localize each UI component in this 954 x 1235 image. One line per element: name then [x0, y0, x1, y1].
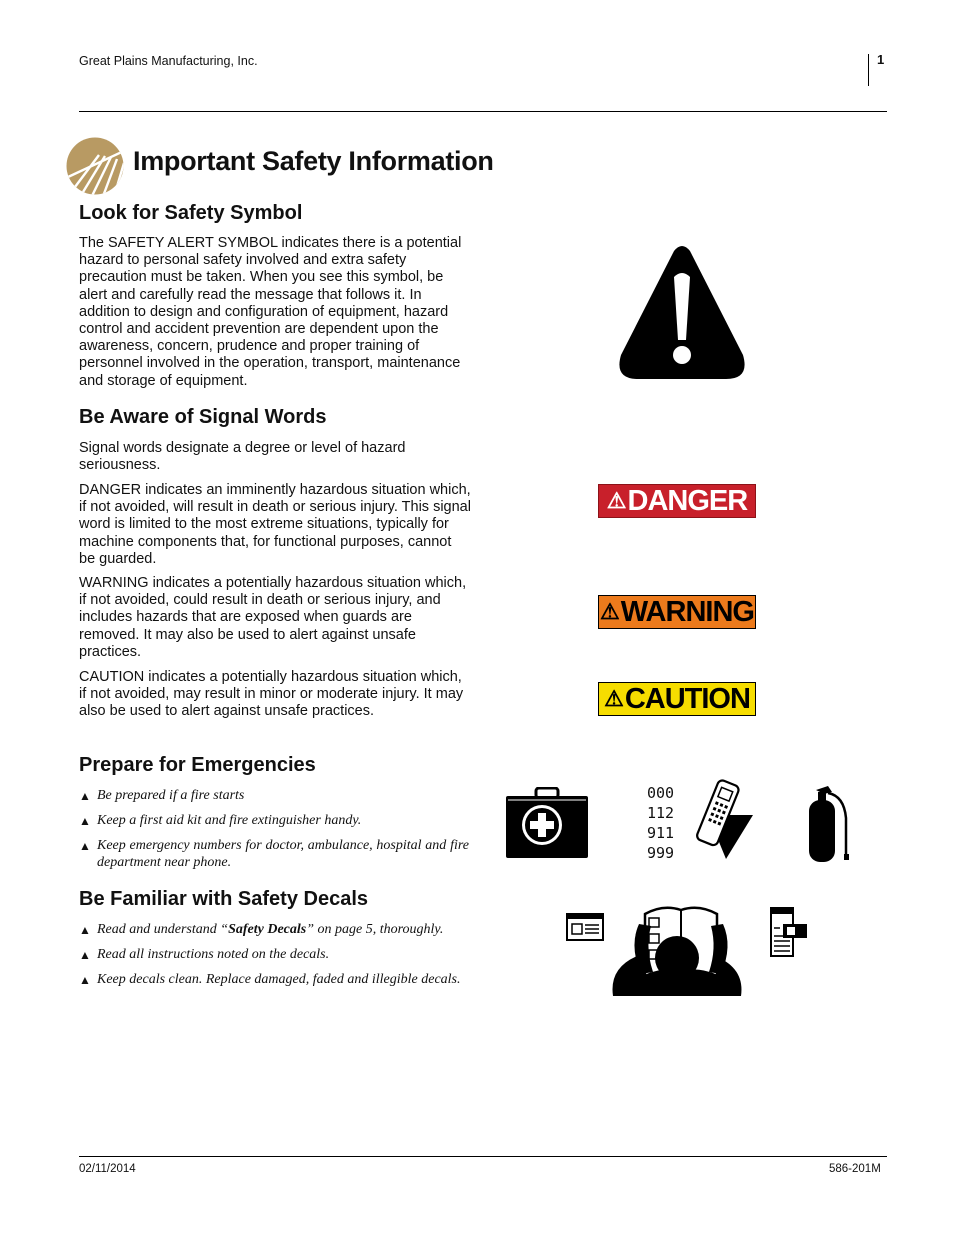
section-heading-safety-decals: Be Familiar with Safety Decals — [79, 888, 369, 910]
danger-sign: ⚠ DANGER — [598, 484, 756, 518]
section-heading-signal-words: Be Aware of Signal Words — [79, 406, 327, 428]
list-item: ▲ Keep emergency numbers for doctor, ambulance, hospital and fire department near phone. — [79, 838, 469, 870]
caution-paragraph: CAUTION indicates a potentially hazardous situation which, if not avoided, may result in minor or moderate injury. It may also be used to alert against unsafe practices. — [79, 669, 464, 720]
alert-triangle-icon: ⚠ — [604, 686, 623, 711]
footer-doc-number: 586-201M — [829, 1163, 881, 1175]
header-company: Great Plains Manufacturing, Inc. — [79, 54, 258, 68]
decal-left-icon — [567, 914, 603, 940]
alert-triangle-icon: ⚠ — [606, 488, 626, 513]
danger-paragraph: DANGER indicates an imminently hazardous situation which, if not avoided, will result in death or serious injury. This signal word is limited to the most extreme situations, typically for machine components that, for functional purposes, cannot be guarded. — [79, 482, 471, 567]
section-heading-emergencies: Prepare for Emergencies — [79, 754, 316, 776]
list-item: ▲ Keep decals clean. Replace damaged, faded and illegible decals. — [79, 972, 461, 987]
list-item: ▲ Be prepared if a fire starts — [79, 788, 245, 803]
warning-sign: ⚠ WARNING — [598, 595, 756, 629]
list-item: ▲ Keep a first aid kit and fire extinguisher handy. — [79, 813, 362, 828]
list-item: ▲ Read and understand “Safety Decals” on page 5, thoroughly. — [79, 922, 444, 937]
caution-sign: ⚠ CAUTION — [598, 682, 756, 716]
decals-list — [79, 921, 469, 988]
fire-extinguisher-icon — [804, 784, 854, 864]
alert-triangle-icon: ⚠ — [600, 599, 619, 624]
safety-decals-reference-link[interactable]: Safety Decals — [228, 922, 307, 937]
first-aid-kit-icon — [505, 787, 589, 859]
header-divider — [868, 54, 869, 86]
great-plains-logo-icon — [66, 137, 124, 195]
header-rule — [79, 111, 887, 112]
footer-date: 02/11/2014 — [79, 1163, 136, 1175]
decal-reader-icon — [565, 900, 810, 998]
safety-symbol-paragraph: The SAFETY ALERT SYMBOL indicates there is a potential hazard to personal safety involved and extra safety precaution must be taken. When you see this symbol, be alert and carefully read the message that follows it. In addition to design and configuration of equipment, hazard control and accident prevention are dependent upon the awareness, concern, prudence and proper training of personnel involved in the operation, transport, maintenance and storage of equipment. — [79, 235, 462, 389]
page-title: Important Safety Information — [133, 146, 494, 176]
page-number: 1 — [877, 52, 885, 67]
decal-right-icon — [771, 908, 807, 956]
list-item: ▲ Read all instructions noted on the decals. — [79, 947, 330, 962]
section-heading-safety-symbol: Look for Safety Symbol — [79, 202, 303, 224]
emergencies-list — [79, 787, 469, 871]
safety-alert-icon — [618, 243, 746, 381]
footer-rule — [79, 1156, 887, 1157]
emergency-phone-icon — [690, 777, 756, 861]
signal-words-intro: Signal words designate a degree or level of hazard seriousness. — [79, 440, 406, 474]
emergency-numbers: 000 112 911 999 — [647, 784, 675, 862]
warning-paragraph: WARNING indicates a potentially hazardous situation which, if not avoided, could result in death or serious injury, and includes hazards that are exposed when guards are removed. It may also be used to alert against unsafe practices. — [79, 575, 467, 660]
